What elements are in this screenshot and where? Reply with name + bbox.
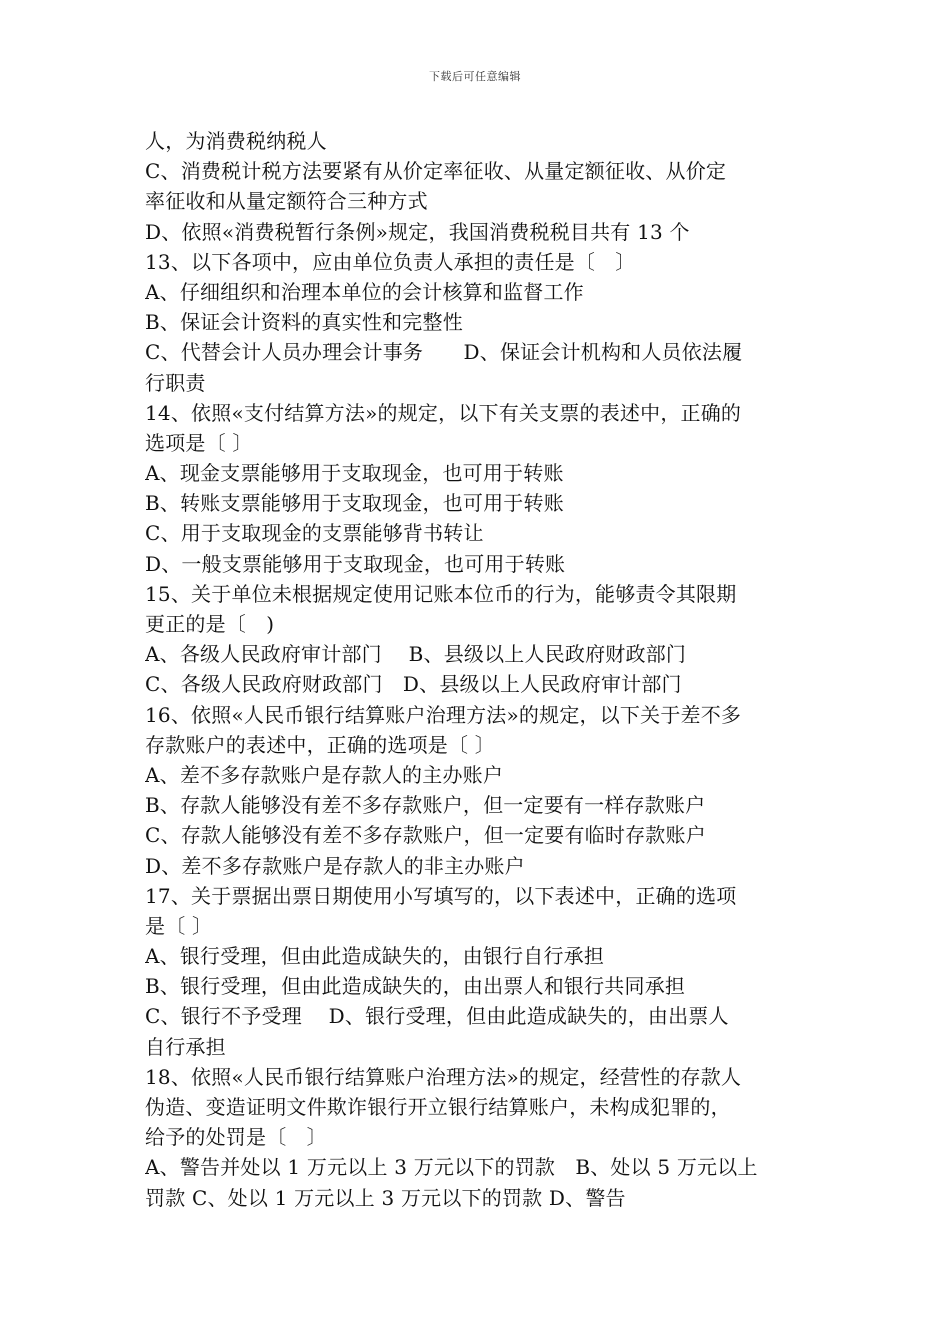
- question-14: 14、依照«支付结算方法»的规定，以下有关支票的表述中，正确的: [145, 400, 742, 425]
- option-line: A、各级人民政府审计部门 B、县级以上人民政府财政部门: [145, 642, 687, 667]
- text-line: 率征收和从量定额符合三种方式: [145, 189, 428, 214]
- text-line: 是〔 〕: [145, 913, 213, 938]
- option-line: C、用于支取现金的支票能够背书转让: [145, 521, 484, 546]
- question-18: 18、依照«人民币银行结算账户治理方法»的规定，经营性的存款人: [145, 1064, 742, 1089]
- option-line: C、各级人民政府财政部门 D、县级以上人民政府审计部门: [145, 672, 682, 697]
- option-line: A、银行受理，但由此造成缺失的，由银行自行承担: [145, 944, 605, 969]
- text-line: 给予的处罚是〔 〕: [145, 1125, 327, 1150]
- option-line: C、代替会计人员办理会计事务 D、保证会计机构和人员依法履: [145, 340, 743, 365]
- question-16: 16、依照«人民币银行结算账户治理方法»的规定，以下关于差不多: [145, 702, 742, 727]
- option-line: 罚款 C、处以 1 万元以上 3 万元以下的罚款 D、警告: [145, 1185, 626, 1210]
- text-line: C、消费税计税方法要紧有从价定率征收、从量定额征收、从价定: [145, 159, 727, 184]
- option-line: B、银行受理，但由此造成缺失的，由出票人和银行共同承担: [145, 974, 686, 999]
- text-line: D、依照«消费税暂行条例»规定，我国消费税税目共有 13 个: [145, 219, 690, 244]
- text-line: 更正的是〔 ): [145, 612, 275, 636]
- option-line: B、保证会计资料的真实性和完整性: [145, 310, 463, 335]
- option-line: C、银行不予受理 D、银行受理，但由此造成缺失的，由出票人: [145, 1004, 729, 1029]
- option-line: A、警告并处以 1 万元以上 3 万元以下的罚款 B、处以 5 万元以上: [145, 1155, 758, 1180]
- option-line: A、现金支票能够用于支取现金，也可用于转账: [145, 461, 564, 486]
- option-line: D、一般支票能够用于支取现金，也可用于转账: [145, 551, 566, 576]
- option-line: B、转账支票能够用于支取现金，也可用于转账: [145, 491, 564, 516]
- option-line: D、差不多存款账户是存款人的非主办账户: [145, 853, 525, 878]
- text-line: 行职责: [145, 370, 206, 395]
- text-line: 选项是〔 〕: [145, 430, 253, 455]
- text-line: 存款账户的表述中，正确的选项是〔 〕: [145, 732, 495, 757]
- document-body: [145, 126, 810, 1213]
- text-line: 伪造、变造证明文件欺诈银行开立银行结算账户，未构成犯罪的，: [145, 1095, 731, 1119]
- page-header: 下载后可任意编辑: [429, 70, 521, 83]
- question-17: 17、关于票据出票日期使用小写填写的，以下表述中，正确的选项: [145, 883, 737, 908]
- text-line: 人，为消费税纳税人: [145, 129, 327, 153]
- option-line: C、存款人能够没有差不多存款账户，但一定要有临时存款账户: [145, 823, 706, 848]
- question-15: 15、关于单位未根据规定使用记账本位币的行为，能够责令其限期: [145, 581, 737, 606]
- option-line: A、仔细组织和治理本单位的会计核算和监督工作: [145, 279, 584, 304]
- question-13: 13、以下各项中，应由单位负责人承担的责任是〔 〕: [145, 249, 636, 274]
- option-line: B、存款人能够没有差不多存款账户，但一定要有一样存款账户: [145, 793, 706, 818]
- text-line: 自行承担: [145, 1034, 226, 1059]
- option-line: A、差不多存款账户是存款人的主办账户: [145, 762, 504, 787]
